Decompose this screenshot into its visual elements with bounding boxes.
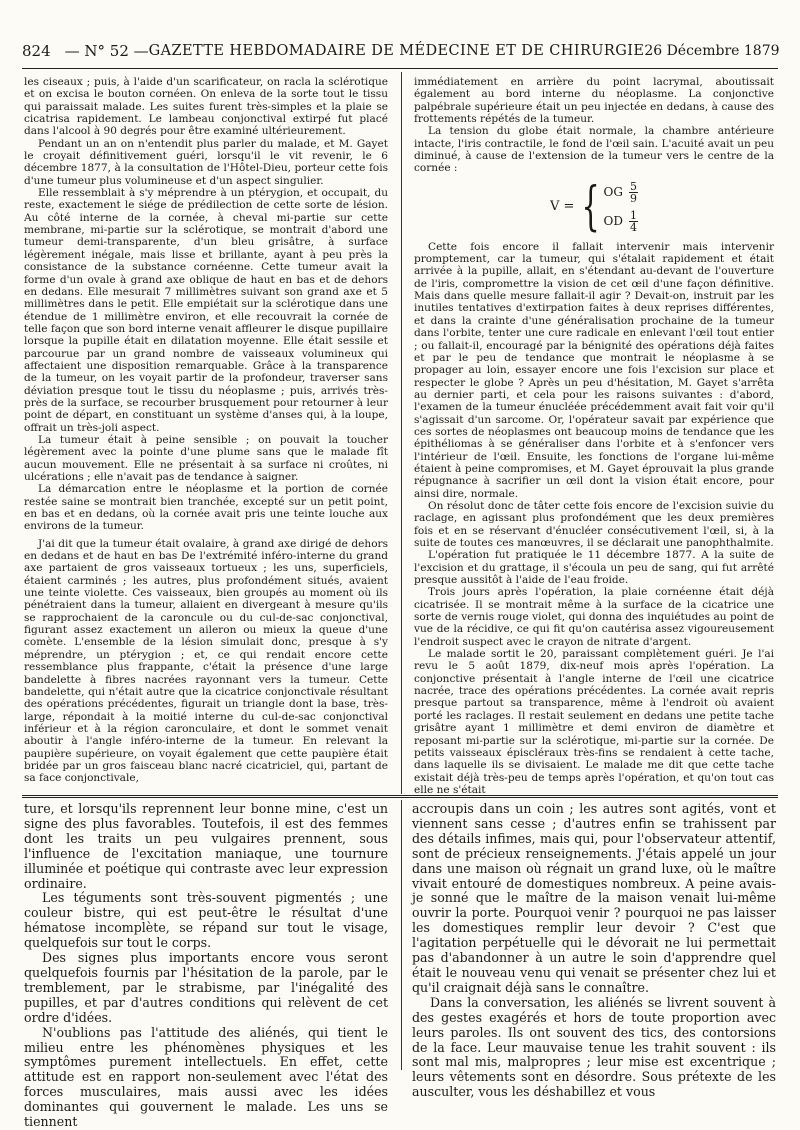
page-number: 824	[22, 42, 51, 60]
article-column-right	[414, 76, 774, 796]
column-separator-bottom	[401, 800, 402, 1070]
page-header	[22, 40, 778, 62]
paragraph: Le malade sortit le 20, paraissant complètement guéri. Je l'ai revu le 5 août 1879, dix-neuf mois après l'opération. La conjonctive présentait à l'angle interne de l'œil une cicatrice nacrée, trace des opérations précédentes. La cornée avait repris presque partout sa transparence, même à l'endroit où avaient porté les raclages. Il restait seulement en dedans une petite tache grisâtre ayant 1 millimètre et demi environ de diamètre et reposant mi-partie sur la sclérotique, mi-partie sur la cornée. De petits vaisseaux épiscléraux très-fins se rendaient à cette tache, dans laquelle ils se divisaient. Le malade me dit que cette tache existait déjà très-peu de temps après l'opération, et qu'on tout cas elle ne s'était	[414, 648, 774, 796]
header-rule	[22, 68, 778, 69]
og-fraction	[629, 181, 638, 204]
og-numerator: 5	[629, 179, 637, 193]
paragraph: On résolut donc de tâter cette fois encore de l'excision suivie du raclage, en agissant plus profondément que les deux premières fois et en se réservant d'énucléer consécutivement l'œil, si, à la suite de toutes ces manœuvres, il se déclarait une panophthalmite.	[414, 499, 774, 549]
paragraph: Cette fois encore il fallait intervenir mais intervenir promptement, car la tumeur, qui s'étalait rapidement et était arrivée à la pupille, allait, en s'étendant au-devant de l'ouverture de l'iris, compromettre la vision de cet œil d'une façon définitive. Mais dans quelle mesure fallait-il agir ? Devait-on, instruit par les inutiles tentatives d'extirpation faites à deux reprises différentes, et dans la crainte d'une généralisation prochaine de la tumeur dans l'orbite, tenter une cure radicale en enlevant l'œil tout entier ; ou fallait-il, encouragé par la bénignité des opérations déjà faites et par le peu de tendance que montrait le néoplasme à se propager au loin, essayer encore une fois l'excision sur place et respecter le globe ? Après un peu d'hésitation, M. Gayet s'arrêta au dernier parti, et cela pour les raisons suivantes : d'abord, l'examen de la tumeur énucléée précédemment avait fait voir qu'il s'agissait d'un sarcome. Or, l'opérateur savait par expérience que ces sortes de néoplasmes ont beaucoup moins de tendance que les épithéliomas à se généraliser dans l'orbite et à s'enfoncer vers l'intérieur de l'œil. Ensuite, les fonctions de l'organe lui-même étaient à peine compromises, et M. Gayet éprouvait la plus grande répugnance à sacrifier un œil dont la vision était encore, pour ainsi dire, normale.	[414, 240, 774, 500]
formula-row-og	[604, 181, 638, 204]
od-denominator: 4	[629, 220, 637, 234]
paragraph: La tension du globe était normale, la chambre antérieure intacte, l'iris contractile, le fond de l'œil sain. L'acuité avait un peu diminué, à cause de l'extension de la tumeur vers le centre de la cornée :	[414, 125, 774, 175]
paragraph: Elle ressemblait à s'y méprendre à un ptérygion, et occupait, du reste, exactement le siége de prédilection de cette sorte de lésion. Au côté interne de la cornée, à cheval mi-partie sur cette membrane, mi-partie sur la sclérotique, se montrait d'abord une tumeur demi-transparente, d'un bleu grisâtre, à surface légèrement inégale, mais lisse et brillante, ayant à peu près la consistance de la substance cornéenne. Cette tumeur avait la forme d'un ovale à grand axe oblique de haut en bas et de dehors en dedans. Elle mesurait 7 millimètres suivant son grand axe et 5 millimètres dans le petit. Elle empiétait sur la sclérotique dans une étendue de 1 millimètre environ, et elle recouvrait la cornée de telle façon que son bord interne venait affleurer le disque pupillaire lorsque la pupille était en dilatation moyenne. Elle était sessile et parcourue par un grand nombre de vaisseaux volumineux qui affectaient une disposition remarquable. Grâce à la transparence de la tumeur, on les voyait partir de la profondeur, traverser sans déviation presque tout le tissu du néoplasme ; puis, arrivés très-près de la surface, se recourber brusquement pour retourner à leur point de départ, en constituant un système d'anses qui, à la loupe, offrait un très-joli aspect.	[24, 187, 388, 434]
od-numerator: 1	[629, 208, 637, 222]
formula-row-od	[604, 210, 638, 233]
paragraph: ture, et lorsqu'ils reprennent leur bonne mine, c'est un signe des plus favorables. Toutefois, il est des femmes dont les traits un peu vulgaires prennent, sous l'influence de l'excitation maniaque, une tournure illuminée et poétique qui contraste avec leur expression ordinaire.	[24, 801, 388, 891]
formula-lhs: V =	[550, 198, 575, 214]
journal-title: GAZETTE HEBDOMADAIRE DE MÉDECINE ET DE CHIRURGIE	[148, 43, 645, 59]
issue-number: — N° 52 —	[64, 42, 149, 60]
article-column-left	[24, 76, 388, 792]
paragraph: Pendant un an on n'entendit plus parler du malade, et M. Gayet le croyait définitivement guéri, lorsqu'il le vit revenir, le 6 décembre 1877, à la consultation de l'Hôtel-Dieu, porteur cette fois d'une tumeur plus volumineuse et d'un aspect singulier.	[24, 137, 388, 187]
paragraph: Dans la conversation, les aliénés se livrent souvent à des gestes exagérés et hors de toute proportion avec leurs paroles. Ils ont souvent des tics, des contorsions de la face. Leur mauvaise tenue les trahit souvent : ils sont mal mis, malpropres ; leur mise est excentrique ; leurs vêtements sont en désordre. Sous prétexte de les ausculter, vous les déshabillez et vous	[412, 994, 776, 1100]
paragraph: immédiatement en arrière du point lacrymal, aboutissait également au bord interne du néoplasme. La conjonctive palpébrale supérieure était un peu injectée en dedans, à cause des frottements répétés de la tumeur.	[414, 76, 774, 126]
paragraph: N'oublions pas l'attitude des aliénés, qui tient le milieu entre les phénomènes physiques et les symptômes purement intellectuels. En effet, cette attitude est en rapport non-seulement avec l'état des forces musculaires, mais aussi avec les idées dominantes qui gouvernent le malade. Les uns se tiennent	[24, 1024, 388, 1130]
paragraph: La démarcation entre le néoplasme et la portion de cornée restée saine se montrait bien tranchée, excepté sur un petit point, en bas et en dedans, où la cornée avait pris une teinte louche aux environs de la tumeur.	[24, 483, 388, 533]
paragraph: J'ai dit que la tumeur était ovalaire, à grand axe dirigé de dehors en dedans et de haut en bas De l'extrémité inféro-interne du grand axe partaient de gros vaisseaux tortueux ; les uns, superficiels, étaient carminés ; les autres, plus profondément situés, avaient une teinte violette. Ces vaisseaux, bien groupés au moment où ils pénétraient dans la tumeur, allaient en divergeant à mesure qu'ils se rapprochaient de la caroncule ou du cul-de-sac conjonctival, figurant assez exactement un aileron ou mieux la queue d'une comète. L'ensemble de la lésion simulait donc, presque à s'y méprendre, un ptérygion ; et, ce qui rendait encore cette ressemblance plus frappante, c'était la présence d'une large bandelette à fibres nacrées rayonnant vers la tumeur. Cette bandelette, qui n'était autre que la cicatrice conjonctivale résultant des opérations précédentes, figurait un triangle dont la base, très-large, répondait à la moitié interne du cul-de-sac conjonctival inférieur et à la région caronculaire, et dont le sommet venait aboutir à l'angle inféro-interne de la tumeur. En relevant la paupière supérieure, on voyait également que cette paupière était bridée par un gros faisceau blanc nacré cicatriciel, qui, partant de sa face conjonctivale,	[24, 537, 388, 785]
paragraph: accroupis dans un coin ; les autres sont agités, vont et viennent sans cesse ; d'autres enfin se trahissent par des détails infimes, mais qui, pour l'observateur attentif, sont de précieux renseignements. J'étais appelé un jour dans une maison où régnait un grand luxe, où le maître vivait entouré de domestiques nombreux. A peine avais-je sonné que le maître de la maison venait lui-même ouvrir la porte. Pourquoi venir ? pourquoi ne pas laisser les domestiques remplir leur devoir ? C'est que l'agitation perpétuelle qui le dévorait ne lui permettait pas d'abandonner à un autre le soin d'apprendre quel était le nouveau venu qui venait se présenter chez lui et qu'il craignait déjà sans le connaître.	[412, 801, 776, 995]
og-denominator: 9	[629, 191, 637, 205]
od-label: OD	[603, 214, 623, 229]
paragraph: La tumeur était à peine sensible ; on pouvait la toucher légèrement avec la pointe d'une plume sans que le malade fît aucun mouvement. Elle ne présentait à sa surface ni croûtes, ni ulcérations ; elle n'avait pas de tendance à saigner.	[24, 433, 388, 483]
visual-acuity-formula	[414, 177, 774, 237]
paragraph: Les téguments sont très-souvent pigmentés ; une couleur bistre, qui est peut-être le résultat d'une hématose incomplète, se répand sur tout le visage, quelquefois sur tout le corps.	[24, 890, 388, 951]
og-label: OG	[603, 185, 623, 200]
issue-date: 26 Décembre 1879	[644, 43, 780, 59]
section-rule	[22, 795, 778, 798]
paragraph: L'opération fut pratiquée le 11 décembre 1877. A la suite de l'excision et du grattage, il s'écoula un peu de sang, qui fut arrêté presque aussitôt à l'aide de l'eau froide.	[414, 549, 774, 587]
paragraph: les ciseaux ; puis, à l'aide d'un scarificateur, on racla la sclérotique et on excisa le bouton cornéen. On enleva de la sorte tout le tissu qui paraissait malade. Les suites furent très-simples et la plaie se cicatrisa rapidement. Le lambeau conjonctival extirpé fut placé dans l'alcool à 90 degrés pour être examiné ultérieurement.	[24, 76, 388, 138]
feuilleton-column-right	[412, 801, 776, 1100]
feuilleton-column-left	[24, 801, 388, 1130]
formula-brace: {	[581, 176, 601, 237]
column-separator-top	[401, 72, 402, 794]
paragraph: Des signes plus importants encore vous seront quelquefois fournis par l'hésitation de la parole, par le tremblement, par le strabisme, par l'inégalité des pupilles, et par d'autres conditions qui relèvent de cet ordre d'idées.	[24, 950, 388, 1025]
header-left	[22, 42, 149, 60]
paragraph: Trois jours après l'opération, la plaie cornéenne était déjà cicatrisée. Il se montrait même à la surface de la cicatrice une sorte de vernis rouge violet, qui donna des inquiétudes au point de vue de la récidive, ce qui fit qu'on cautérisa assez vigoureusement l'endroit suspect avec le crayon de nitrate d'argent.	[414, 586, 774, 648]
formula-rows	[604, 181, 638, 233]
od-fraction	[629, 210, 638, 233]
